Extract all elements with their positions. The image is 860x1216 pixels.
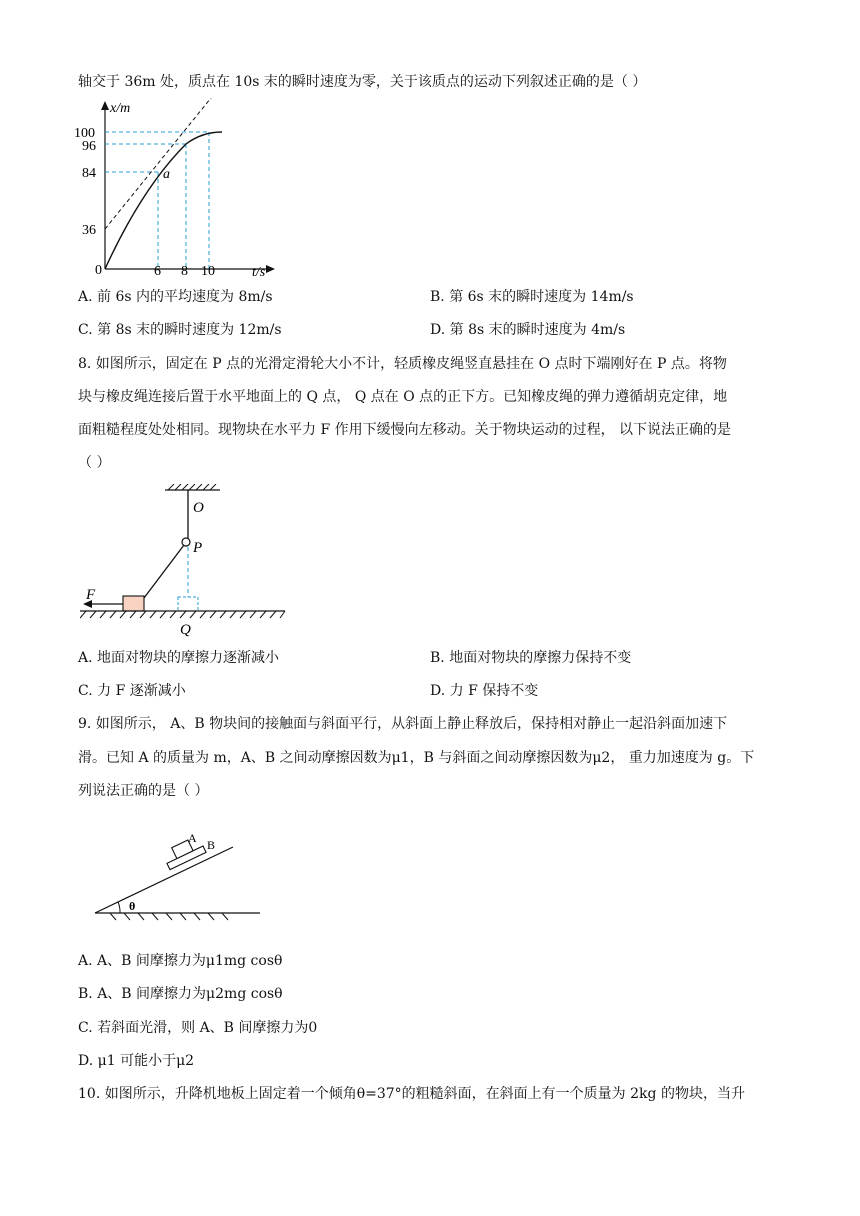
point-a-label: a <box>163 167 170 182</box>
q9-incline-figure <box>90 822 270 922</box>
label-f: F <box>86 587 96 603</box>
q8-option-d[interactable]: D. 力 F 保持不变 <box>430 683 539 699</box>
q9-stem-line-2: 滑。已知 A 的质量为 m，A、B 之间动摩擦因数为μ1，B 与斜面之间动摩擦因数为μ2， 重力加速度为 g。下 <box>78 750 755 766</box>
q7-option-b[interactable]: B. 第 6s 末的瞬时速度为 14m/s <box>430 289 634 305</box>
q8-stem-line-4: （ ） <box>78 455 111 471</box>
y-tick-36: 36 <box>82 223 96 238</box>
q9-option-d[interactable]: D. μ1 可能小于μ2 <box>78 1053 195 1069</box>
q10-stem-line-1: 10. 如图所示，升降机地板上固定着一个倾角θ=37°的粗糙斜面，在斜面上有一个质量为 2kg 的物块，当升 <box>78 1086 745 1102</box>
graph-origin: 0 <box>95 263 102 278</box>
label-b: B <box>207 838 216 852</box>
label-a: A <box>188 831 197 845</box>
y-tick-100: 100 <box>74 126 95 141</box>
q9-option-a[interactable]: A. A、B 间摩擦力为μ1mg cosθ <box>78 953 283 969</box>
q7-xt-graph <box>70 98 290 283</box>
q9-option-c[interactable]: C. 若斜面光滑，则 A、B 间摩擦力为0 <box>78 1020 318 1036</box>
q9-option-b[interactable]: B. A、B 间摩擦力为μ2mg cosθ <box>78 986 283 1002</box>
q8-stem-line-3: 面粗糙程度处处相同。现物块在水平力 F 作用下缓慢向左移动。关于物块运动的过程， 以下说法正确的是 <box>78 422 732 438</box>
graph-xlabel: t/s <box>252 265 266 280</box>
y-tick-84: 84 <box>82 166 96 181</box>
q7-option-c[interactable]: C. 第 8s 末的瞬时速度为 12m/s <box>78 322 282 338</box>
q7-stem: 轴交于 36m 处，质点在 10s 末的瞬时速度为零，关于该质点的运动下列叙述正确的是（ ） <box>78 74 647 90</box>
q8-stem-line-2: 块与橡皮绳连接后置于水平地面上的 Q 点， Q 点在 O 点的正下方。已知橡皮绳的弹力遵循胡克定律，地 <box>78 389 728 405</box>
q8-option-b[interactable]: B. 地面对物块的摩擦力保持不变 <box>430 650 632 666</box>
label-q: Q <box>180 622 191 638</box>
label-o: O <box>193 500 204 516</box>
q7-option-d[interactable]: D. 第 8s 末的瞬时速度为 4m/s <box>430 322 626 338</box>
label-theta: θ <box>129 899 136 913</box>
q9-stem-line-3: 列说法正确的是（ ） <box>78 783 209 799</box>
label-p: P <box>193 540 203 556</box>
q7-option-a[interactable]: A. 前 6s 内的平均速度为 8m/s <box>78 289 273 305</box>
q8-option-a[interactable]: A. 地面对物块的摩擦力逐渐减小 <box>78 650 280 666</box>
q9-stem-line-1: 9. 如图所示， A、B 物块间的接触面与斜面平行，从斜面上静止释放后，保持相对静止一起沿斜面加速下 <box>78 716 728 732</box>
q8-stem-line-1: 8. 如图所示，固定在 P 点的光滑定滑轮大小不计，轻质橡皮绳竖直悬挂在 O 点时下端刚好在 P 点。将物 <box>78 356 727 372</box>
x-tick-6: 6 <box>154 264 161 279</box>
y-tick-96: 96 <box>82 139 96 154</box>
x-tick-10: 10 <box>201 264 215 279</box>
q8-pulley-figure <box>80 484 290 639</box>
graph-ylabel: x/m <box>110 101 131 116</box>
x-tick-8: 8 <box>181 264 188 279</box>
q8-option-c[interactable]: C. 力 F 逐渐减小 <box>78 683 186 699</box>
